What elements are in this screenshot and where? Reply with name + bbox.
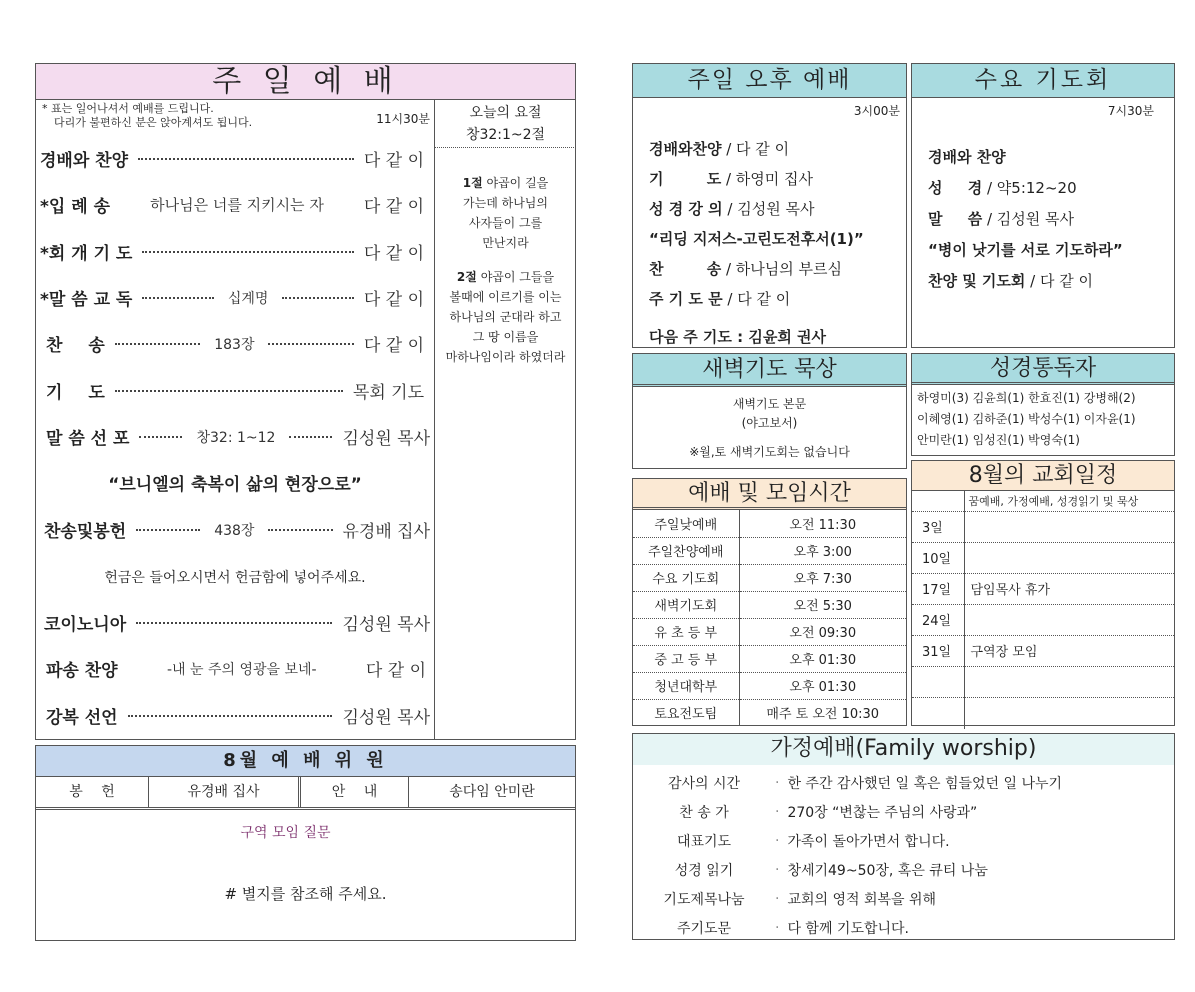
order-label: 말 씀 선 포 xyxy=(46,429,130,449)
wednesday-quote: “병이 낫기를 서로 기도하라” xyxy=(928,241,1123,259)
item-label: 성 경 xyxy=(928,179,983,197)
reader-line: 이혜영(1) 김하준(1) 박성수(1) 이자윤(1) xyxy=(917,412,1136,426)
family-label: 성경 읽기 xyxy=(674,862,734,879)
calendar-event xyxy=(964,542,1174,573)
family-value: 교회의 영적 회복을 위해 xyxy=(787,891,937,908)
item-value: 다 같 이 xyxy=(736,140,790,158)
table-row xyxy=(633,618,906,645)
family-value: 가족이 돌아가면서 합니다. xyxy=(787,833,950,850)
calendar-event: 담임목사 휴가 xyxy=(970,583,1050,598)
bible-readers-title: 성경통독자 xyxy=(912,354,1174,385)
calendar-table xyxy=(912,491,1174,729)
calendar-title: 8월의 교회일정 xyxy=(912,461,1174,491)
table-row xyxy=(633,510,906,537)
family-title: 가정예배(Family worship) xyxy=(633,734,1174,765)
item-label: 말 씀 xyxy=(928,210,983,228)
order-row xyxy=(40,239,424,264)
time-value: 오후 7:30 xyxy=(793,572,852,587)
order-value: 다 같 이 xyxy=(363,244,424,264)
time-value: 오전 5:30 xyxy=(793,599,852,614)
verse2-num: 2절 xyxy=(456,270,477,284)
item-value: 김성원 목사 xyxy=(996,210,1075,228)
item-value: 약5:12~20 xyxy=(996,179,1077,197)
dawn-notice: ※월,토 새벽기도회는 없습니다 xyxy=(689,445,850,459)
calendar-event: 구역장 모임 xyxy=(970,645,1038,660)
time-value: 매주 토 오전 10:30 xyxy=(766,707,880,723)
table-row xyxy=(633,537,906,564)
table-row xyxy=(633,645,906,672)
verse1-line: 가는데 하나님의 xyxy=(463,196,548,210)
order-row xyxy=(40,285,424,310)
order-label: 찬 송 xyxy=(46,336,105,356)
item-label: 경배와 찬양 xyxy=(928,148,1006,166)
verse1-num: 1절 xyxy=(462,176,483,190)
church-calendar-panel xyxy=(911,460,1175,726)
order-middle: 하나님은 너를 지키시는 자 xyxy=(150,196,324,214)
calendar-event xyxy=(964,511,1174,542)
table-row xyxy=(912,604,1174,635)
order-row xyxy=(46,378,424,403)
item-label: 성 경 강 의 xyxy=(649,200,723,218)
order-value: 다 같 이 xyxy=(363,336,424,356)
item-label: 경배와찬양 xyxy=(649,140,722,158)
order-label: 파송 찬양 xyxy=(46,661,118,681)
calendar-day xyxy=(912,697,964,729)
order-value: 다 같 이 xyxy=(363,151,424,171)
time-value: 오후 01:30 xyxy=(789,653,857,668)
verse-header: 오늘의 요절 xyxy=(469,105,542,121)
item-label: 주 기 도 문 xyxy=(649,290,723,308)
table-row xyxy=(633,672,906,699)
family-row: 대표기도 · 가족이 돌아가면서 합니다. xyxy=(633,826,1174,855)
order-value: 다 같 이 xyxy=(365,661,426,681)
schedule-times-panel xyxy=(632,478,907,726)
calendar-event xyxy=(964,604,1174,635)
family-label: 주기도문 xyxy=(676,920,732,937)
group-question-note: # 별지를 참조해 주세요. xyxy=(224,885,387,903)
offering-label: 봉 헌 xyxy=(36,777,149,807)
calendar-day: 10일 xyxy=(912,542,964,573)
family-value: 270장 “변찮는 주님의 사랑과” xyxy=(787,804,978,821)
item-label: 기 도 xyxy=(649,170,722,188)
order-value: 유경배 집사 xyxy=(342,522,431,542)
time-name: 새벽기도회 xyxy=(633,591,739,618)
schedule-times-title: 예배 및 모임시간 xyxy=(633,479,906,510)
table-row xyxy=(633,699,906,726)
time-value: 오전 09:30 xyxy=(789,626,857,641)
order-row xyxy=(46,656,426,681)
family-row: 주기도문 · 다 함께 기도합니다. xyxy=(633,913,1174,942)
time-name: 중 고 등 부 xyxy=(633,645,739,672)
dawn-title: 새벽기도 묵상 xyxy=(633,354,906,387)
reader-line: 안미란(1) 임성진(1) 박영숙(1) xyxy=(917,433,1080,447)
calendar-event xyxy=(964,697,1174,729)
service-time: 11시30분 xyxy=(376,112,430,126)
item-value: 김성원 목사 xyxy=(737,200,815,218)
order-label: 경배와 찬양 xyxy=(40,151,129,171)
time-name: 주일낮예배 xyxy=(633,510,739,537)
calendar-day: 24일 xyxy=(912,604,964,635)
order-value: 김성원 목사 xyxy=(342,708,430,728)
times-table xyxy=(633,510,906,726)
guide-label: 안 내 xyxy=(301,777,409,807)
dawn-line: 새벽기도 본문 xyxy=(732,397,807,411)
family-row: 기도제목나눔 · 교회의 영적 회복을 위해 xyxy=(633,884,1174,913)
standing-note: * 표는 일어나셔서 예배를 드립니다. xyxy=(42,102,214,115)
order-row xyxy=(46,331,424,356)
table-row xyxy=(912,491,1174,511)
table-row xyxy=(912,666,1174,697)
time-value: 오후 3:00 xyxy=(793,545,852,560)
sermon-title: “브니엘의 축복이 삶의 현장으로” xyxy=(108,475,362,495)
family-label: 감사의 시간 xyxy=(667,775,741,792)
order-middle: 438장 xyxy=(214,522,255,539)
bible-readers-panel xyxy=(911,353,1175,456)
table-row xyxy=(912,511,1174,542)
verse1-line: 야곱이 길을 xyxy=(486,176,549,190)
group-question-title: 구역 모임 질문 xyxy=(240,825,331,841)
item-label: 찬 송 xyxy=(649,260,722,278)
time-name: 유 초 등 부 xyxy=(633,618,739,645)
table-row xyxy=(633,591,906,618)
calendar-event xyxy=(964,666,1174,697)
verse2-line: 하나님의 군대라 하고 xyxy=(449,310,562,324)
item-value: 하영미 집사 xyxy=(735,170,814,188)
family-label: 기도제목나눔 xyxy=(663,891,745,908)
table-row xyxy=(912,635,1174,666)
order-value: 다 같 이 xyxy=(363,290,424,310)
calendar-day: 17일 xyxy=(912,573,964,604)
order-value: 김성원 목사 xyxy=(342,615,430,635)
order-label: 찬송및봉헌 xyxy=(44,522,127,542)
family-worship-panel xyxy=(632,733,1175,940)
item-label: 찬양 및 기도회 xyxy=(928,272,1026,290)
lecture-title: “리딩 지저스-고린도전후서(1)” xyxy=(649,230,864,248)
dawn-line: (야고보서) xyxy=(741,416,798,430)
verse2-line: 마하나임이라 하였더라 xyxy=(445,350,566,364)
order-label: *말 씀 교 독 xyxy=(40,290,133,310)
verse2-line: 볼때에 이르기를 이는 xyxy=(449,290,562,304)
verse2-line: 야곱이 그들을 xyxy=(480,270,555,284)
guide-value: 송다임 안미란 xyxy=(449,784,535,800)
verse-column xyxy=(434,100,576,739)
order-middle: 창32: 1~12 xyxy=(196,429,276,446)
order-middle: -내 눈 주의 영광을 보네- xyxy=(166,661,317,678)
item-value: 다 같 이 xyxy=(737,290,791,308)
sunday-worship-title: 주 일 예 배 xyxy=(36,64,575,100)
order-row xyxy=(46,424,430,449)
order-value: 목회 기도 xyxy=(352,383,424,403)
item-value: 하나님의 부르심 xyxy=(735,260,842,278)
wednesday-prayer-panel: 수요 기도회 7시30분 경배와 찬양 성 경 / 약5:12~20 말 씀 / 김성원 목사 “병이 낫기를 서로 기도하라” 찬양 및 기도회 / 다 같 이 xyxy=(911,63,1175,348)
time-name: 청년대학부 xyxy=(633,672,739,699)
order-row xyxy=(44,610,430,635)
wednesday-title: 수요 기도회 xyxy=(912,64,1174,98)
order-label: 기 도 xyxy=(46,383,105,403)
time-value: 오전 11:30 xyxy=(789,517,857,533)
order-label: 강복 선언 xyxy=(46,708,118,728)
family-label: 대표기도 xyxy=(676,833,732,850)
order-middle: 십계명 xyxy=(227,290,269,307)
order-row xyxy=(40,146,424,171)
family-value: 한 주간 감사했던 일 혹은 힘들었던 일 나누기 xyxy=(787,775,1063,792)
family-value: 창세기49~50장, 혹은 큐티 나눔 xyxy=(787,862,988,879)
family-row: 감사의 시간 · 한 주간 감사했던 일 혹은 힘들었던 일 나누기 xyxy=(633,768,1174,797)
verse2-line: 그 땅 이름을 xyxy=(472,330,539,344)
table-row xyxy=(633,564,906,591)
order-middle: 183장 xyxy=(214,336,255,353)
time-name: 주일찬양예배 xyxy=(633,537,739,564)
offering-note: 헌금은 들어오시면서 헌금함에 넣어주세요. xyxy=(104,570,366,586)
family-row: 성경 읽기 · 창세기49~50장, 혹은 큐티 나눔 xyxy=(633,855,1174,884)
order-row xyxy=(46,703,430,728)
calendar-day: 3일 xyxy=(912,511,964,542)
sunday-worship-panel xyxy=(35,63,576,740)
afternoon-worship-panel: 주일 오후 예배 3시00분 경배와찬양 / 다 같 이 기 도 / 하영미 집사 성 경 강 의 / 김성원 목사 “리딩 지저스-고린도전후서(1)” 찬 송 / 하나님의 부르심 주 기 도 문 / 다 같 이 다음 주 기도 : 김윤희 권사 xyxy=(632,63,907,348)
table-row xyxy=(912,542,1174,573)
order-row xyxy=(40,192,424,217)
seated-note: 다리가 불편하신 분은 앉아계셔도 됩니다. xyxy=(54,116,253,129)
afternoon-time: 3시00분 xyxy=(853,104,900,118)
order-label: *회 개 기 도 xyxy=(40,244,133,264)
order-label: 코이노니아 xyxy=(44,615,127,635)
verse-ref: 창32:1~2절 xyxy=(465,127,546,143)
calendar-day xyxy=(912,666,964,697)
order-row xyxy=(44,517,430,542)
time-value: 오후 01:30 xyxy=(789,680,857,695)
wednesday-time: 7시30분 xyxy=(1107,104,1154,118)
item-value: 다 같 이 xyxy=(1039,272,1093,290)
reader-line: 하영미(3) 김윤희(1) 한효진(1) 강병해(2) xyxy=(917,391,1136,405)
next-prayer: 다음 주 기도 : 김윤희 권사 xyxy=(649,328,827,346)
committee-title: 8월 예 배 위 원 xyxy=(36,746,575,777)
verse1-line: 사자들이 그를 xyxy=(468,216,543,230)
time-name: 수요 기도회 xyxy=(633,564,739,591)
committee-panel xyxy=(35,745,576,941)
offering-value: 유경배 집사 xyxy=(149,777,301,807)
family-label: 찬 송 가 xyxy=(679,804,729,821)
calendar-header: 꿈예배, 가정예배, 성경읽기 및 묵상 xyxy=(968,494,1139,508)
table-row xyxy=(912,573,1174,604)
dawn-prayer-panel xyxy=(632,353,907,469)
family-row: 찬 송 가 · 270장 “변찮는 주님의 사랑과” xyxy=(633,797,1174,826)
verse1-line: 만난지라 xyxy=(482,236,529,250)
afternoon-title: 주일 오후 예배 xyxy=(633,64,906,98)
table-row xyxy=(912,697,1174,729)
order-value: 다 같 이 xyxy=(363,197,424,217)
family-value: 다 함께 기도합니다. xyxy=(787,920,909,937)
time-name: 토요전도팀 xyxy=(633,699,739,726)
order-label: *입 례 송 xyxy=(40,197,110,217)
order-value: 김성원 목사 xyxy=(342,429,430,449)
calendar-day: 31일 xyxy=(912,635,964,666)
